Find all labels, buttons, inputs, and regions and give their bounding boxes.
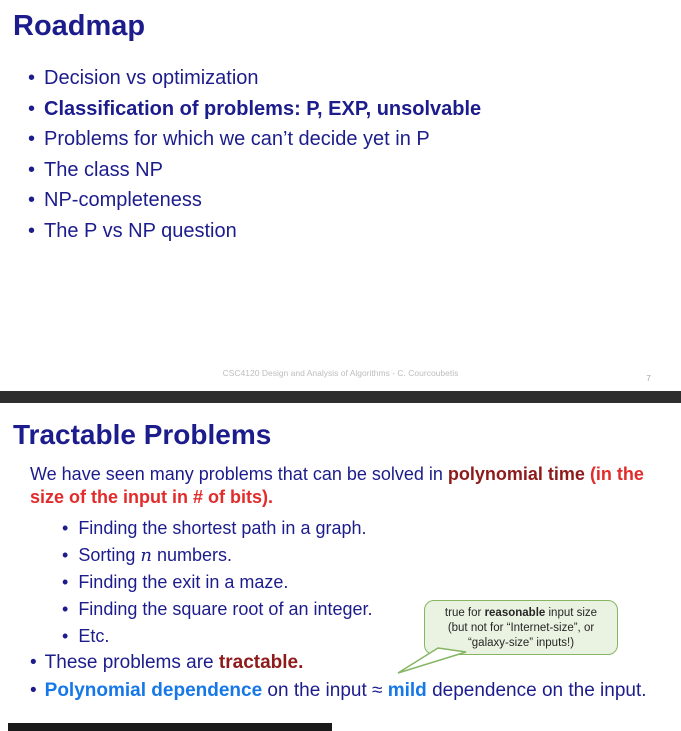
bullet-marker: •: [62, 626, 69, 646]
bullet-text: [44, 220, 237, 242]
bullet-text: [45, 652, 304, 673]
bullet-marker: •: [28, 189, 36, 211]
bullet-marker: •: [62, 599, 69, 619]
bullet-marker: •: [30, 680, 37, 701]
bullet-marker: •: [62, 518, 69, 538]
text-segment: Problems for which we can’t decide yet in P: [44, 128, 430, 150]
text-segment: Finding the square root of an integer.: [78, 599, 373, 619]
text-segment: The P vs NP question: [44, 219, 237, 242]
bullet-item: [28, 155, 481, 186]
text-segment: NP-completeness: [44, 189, 202, 211]
text-segment: tractable.: [218, 652, 304, 673]
slide-title: Tractable Problems: [13, 419, 272, 450]
bullet-text: [78, 626, 109, 646]
bullet-item: [28, 94, 481, 125]
slide-separator-bar: [0, 391, 681, 403]
bullet-marker: •: [62, 572, 69, 592]
callout-line: [425, 606, 617, 621]
callout-line: [425, 621, 617, 636]
bullet-marker: •: [28, 67, 36, 89]
text-segment: Classification of problems: P, EXP, unsolvable: [44, 97, 482, 120]
text-segment: n: [140, 545, 152, 566]
bullet-marker: •: [28, 97, 36, 120]
bullet-marker: •: [30, 652, 37, 673]
bullet-marker: •: [28, 158, 36, 181]
example-bullet-list: [62, 515, 373, 650]
text-segment: (but not for “Internet-size”, or: [447, 622, 595, 634]
tractable-bullet: [30, 651, 303, 675]
text-segment: mild: [387, 680, 427, 701]
slide-title: Roadmap: [13, 10, 146, 42]
bullet-item: [28, 185, 481, 216]
intro-paragraph: [30, 463, 680, 509]
bullet-item: [62, 515, 373, 542]
text-segment: Etc.: [78, 626, 110, 646]
bullet-text: [45, 680, 647, 701]
bullet-text: [78, 545, 232, 565]
bullet-text: [44, 98, 481, 120]
bullet-text: [44, 189, 202, 211]
text-segment: The class NP: [44, 158, 163, 181]
text-segment: Polynomial dependence: [44, 680, 263, 701]
callout-tail-icon: [388, 643, 478, 677]
bullet-item: [62, 542, 373, 569]
text-segment: Finding the shortest path in a graph.: [78, 518, 367, 538]
text-segment: Decision vs optimization: [44, 67, 259, 89]
bullet-text: [44, 159, 163, 181]
text-segment: dependence on the input.: [426, 680, 647, 701]
bullet-marker: •: [28, 219, 36, 242]
bullet-text: [44, 128, 430, 150]
text-segment: reasonable: [484, 607, 546, 619]
text-segment: “galaxy-size” inputs!): [467, 637, 575, 649]
bullet-item: [62, 596, 373, 623]
text-segment: (in the size of the input in # of bits).: [30, 464, 644, 507]
bullet-text: [44, 67, 259, 89]
bullet-text: [78, 572, 288, 592]
text-segment: We have seen many problems that can be solved in: [30, 464, 448, 484]
next-slide-partial-bar: [8, 723, 332, 731]
bullet-text: [78, 518, 366, 538]
slide-footer: CSC4120 Design and Analysis of Algorithms - C. Courcoubetis: [222, 368, 459, 378]
slide-tractable-problems: [0, 403, 681, 731]
roadmap-bullet-list: [28, 63, 481, 246]
text-segment: true for: [444, 607, 485, 619]
bullet-item: [62, 623, 373, 650]
bullet-marker: •: [62, 545, 69, 565]
text-segment: numbers.: [151, 545, 232, 565]
text-segment: polynomial time: [447, 464, 590, 484]
text-segment: Finding the exit in a maze.: [78, 572, 289, 592]
bullet-item: [28, 124, 481, 155]
page-number: 7: [646, 373, 651, 383]
polynomial-dependence-bullet: [30, 679, 647, 703]
bullet-marker: •: [28, 128, 36, 150]
bullet-item: [62, 569, 373, 596]
text-segment: Sorting: [78, 545, 141, 565]
bullet-item: [28, 216, 481, 247]
bullet-item: [28, 63, 481, 94]
text-segment: input size: [545, 607, 598, 619]
text-segment: These problems are: [44, 652, 219, 673]
text-segment: on the input ≈: [262, 680, 388, 701]
bullet-text: [78, 599, 372, 619]
